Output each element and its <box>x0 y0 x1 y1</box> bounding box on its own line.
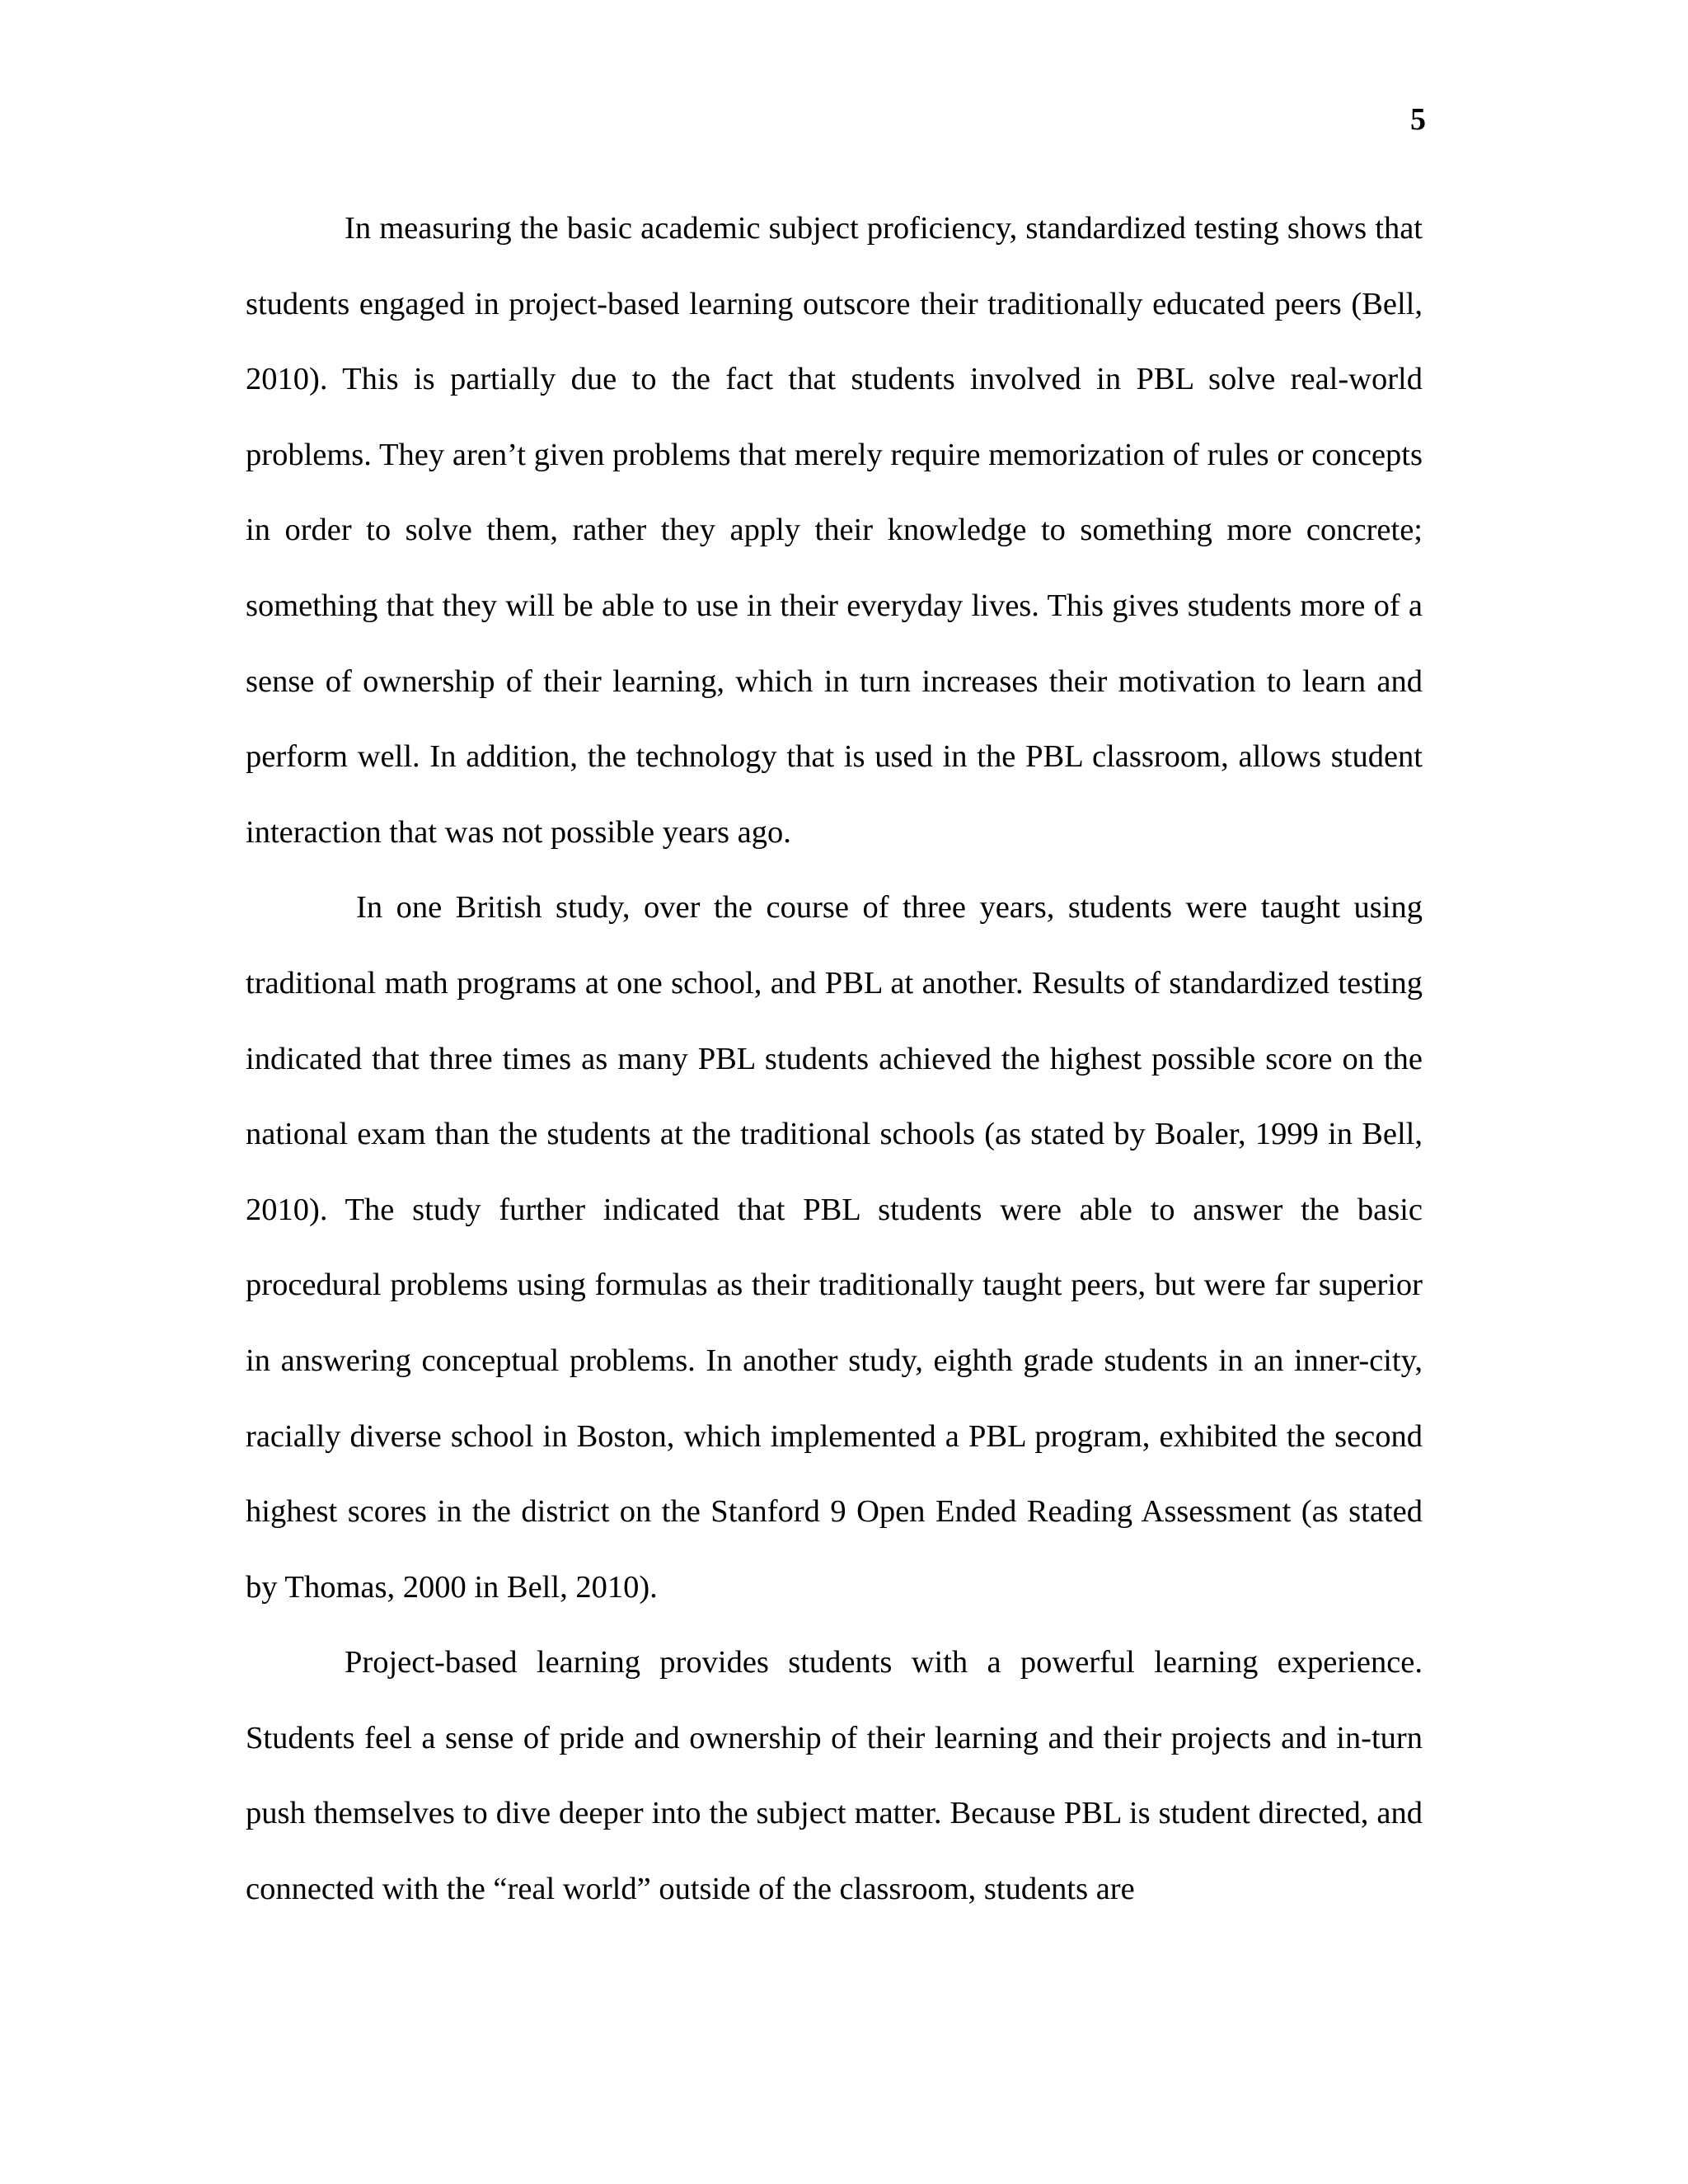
paragraph-3: Project-based learning provides students with a powerful learning experience. Students feel a sense of pride and ownership of their learning and their projects and in-turn push themselves to dive deeper into the subject matter. Because PBL is student directed, and connected with the “real world” outside of the classroom, students are <box>246 1645 1423 1907</box>
body-text <box>246 191 1423 1928</box>
paragraph-1: In measuring the basic academic subject proficiency, standardized testing shows that students engaged in project-based learning outscore their traditionally educated peers (Bell, 2010). This is partially due to the fact that students involved in PBL solve real-world problems. They aren’t given problems that merely require memorization of rules or concepts in order to solve them, rather they apply their knowledge to something more concrete; something that they will be able to use in their everyday lives. This gives students more of a sense of ownership of their learning, which in turn increases their motivation to learn and perform well. In addition, the technology that is used in the PBL classroom, allows student interaction that was not possible years ago. <box>246 211 1423 850</box>
page-number: 5 <box>1410 102 1426 137</box>
paragraph-2: In one British study, over the course of three years, students were taught using traditional math programs at one school, and PBL at another. Results of standardized testing indicated that three times as many PBL students achieved the highest possible score on the national exam than the students at the traditional schools (as stated by Boaler, 1999 in Bell, 2010). The study further indicated that PBL students were able to answer the basic procedural problems using formulas as their traditionally taught peers, but were far superior in answering conceptual problems. In another study, eighth grade students in an inner-city, racially diverse school in Boston, which implemented a PBL program, exhibited the second highest scores in the district on the Stanford 9 Open Ended Reading Assessment (as stated by Thomas, 2000 in Bell, 2010). <box>246 890 1423 1605</box>
